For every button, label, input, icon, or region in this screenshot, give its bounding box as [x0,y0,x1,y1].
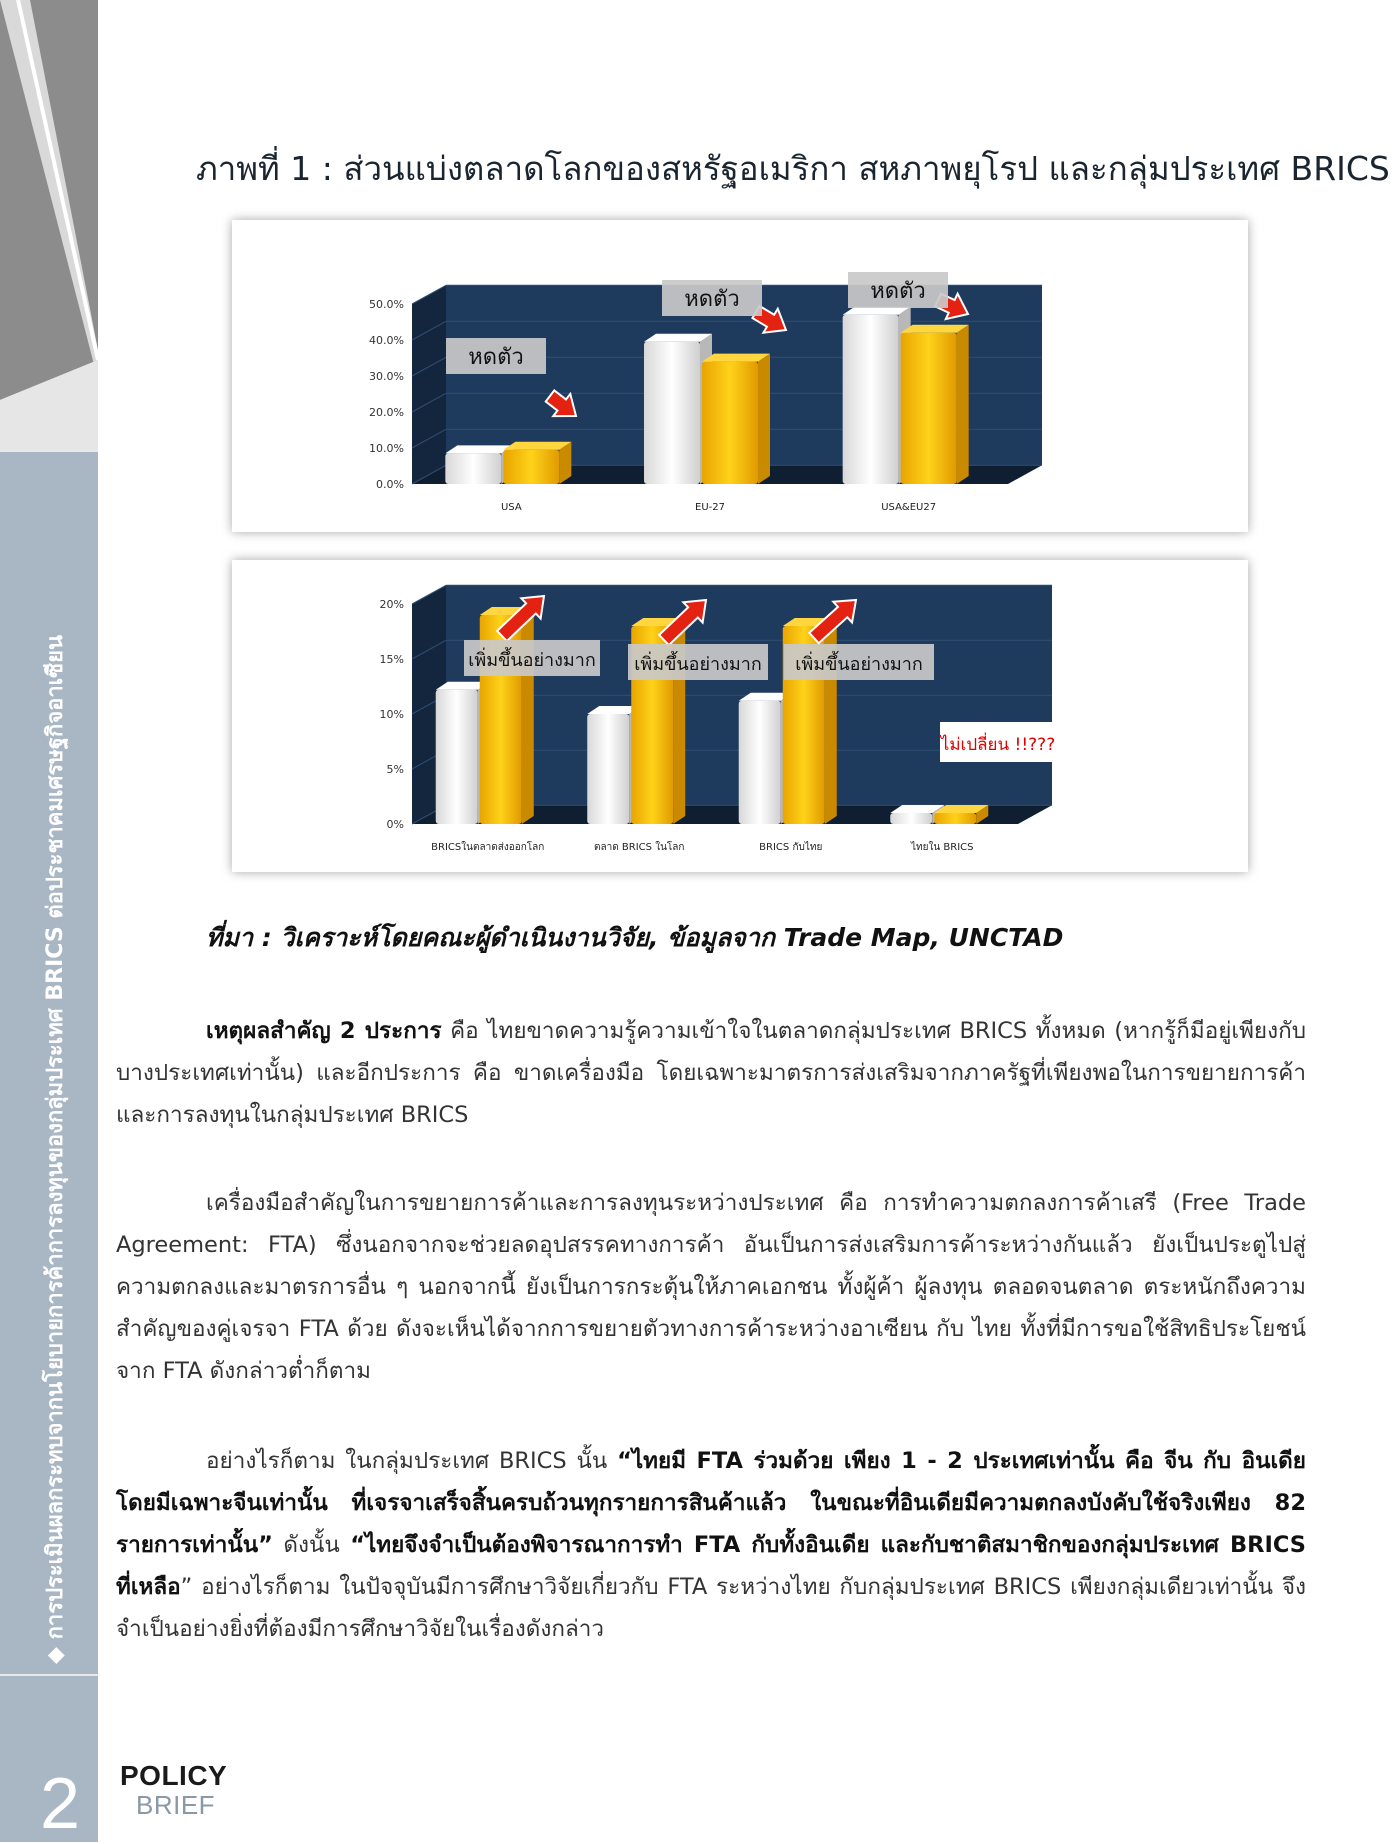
bar [934,813,976,824]
y-tick-label: 20.0% [369,406,404,419]
p3-bold-d: “ไทยจึงจำเป็นต้องพิจารณาการทำ FTA กับทั้งอินเดีย และกับชาติสมาชิกของกลุ่มประเทศ BRICS ที่เหลือ [116,1532,1306,1600]
y-tick-label: 5% [386,763,404,776]
p2-text: เครื่องมือสำคัญในการขยายการค้าและการลงทุนระหว่างประเทศ คือ การทำความตกลงการค้าเสรี (Free Trade Agreement: FTA) ซึ่งนอกจากจะช่วยลดอุปสรรคทางการค้า อันเป็นการส่งเสริมการค้าระหว่างกันแล้ว ยังเป็นประตูไปสู่ความตกลงและมาตรการอื่น ๆ นอกจากนี้ ยังเป็นการกระตุ้นให้ภาคเอกชน ทั้งผู้ค้า ผู้ลงทุน ตลอดจนตลาด ตระหนักถึงความสำคัญของคู่เจรจา FTA ด้วย ดังจะเห็นได้จากการขยายตัวทางการค้าระหว่างอาเซียน กับ ไทย ทั้งที่มีการขอใช้สิทธิประโยชน์จาก FTA ดังกล่าวต่ำก็ตาม [116,1190,1306,1384]
bar [436,690,478,824]
y-tick-label: 50.0% [369,298,404,311]
paragraph-2 [116,1182,1306,1392]
bar [503,450,559,484]
figure-source: ที่มา : วิเคราะห์โดยคณะผู้ดำเนินงานวิจัย, ข้อมูลจาก Trade Map, UNCTAD [206,923,1064,952]
bar-side [758,354,770,484]
x-tick-label: ไทยใน BRICS [911,842,974,853]
sidebar [0,0,98,1842]
chart-side-wall [412,285,446,484]
bar [445,453,501,484]
y-tick-label: 10% [379,708,404,721]
sidebar-decoration [0,0,98,450]
y-tick-label: 0.0% [376,478,404,491]
bar [901,333,957,484]
p3-bold-b: “ไทยมี FTA ร่วมด้วย เพียง 1 - 2 ประเทศเท่านั้น คือ จีน กับ อินเดีย โดยมีเฉพาะจีนเท่านั้น ที่เจรจาเสร็จสิ้นครบถ้วนทุกรายการสินค้าแล้ว ในขณะที่อินเดียมีความตกลงบังคับใช้จริงเพียง 82 รายการเท่านั้น” [116,1448,1306,1558]
x-tick-label: BRICSในตลาดส่งออกโลก [431,842,545,853]
bar-side [522,607,534,824]
annotation-label: หดตัว [684,286,740,312]
p1-text: คือ ไทยขาดความรู้ความเข้าใจในตลาดกลุ่มประเทศ BRICS ทั้งหมด (หากรู้ก็มีอยู่เพียงกับบางประเทศเท่านั้น) และอีกประการ คือ ขาดเครื่องมือ โดยเฉพาะมาตรการส่งเสริมจากภาครัฐที่เพียงพอในการขยายการค้าและการลงทุนในกลุ่มประเทศ BRICS [116,1018,1306,1128]
x-tick-label: ตลาด BRICS ในโลก [594,842,685,853]
chart-2 [232,560,1248,872]
p3-text-a: อย่างไรก็ตาม ในกลุ่มประเทศ BRICS นั้น [206,1448,618,1474]
chart-1 [232,220,1248,532]
paragraph-3 [116,1440,1306,1650]
x-tick-label: BRICS กับไทย [759,842,823,853]
x-tick-label: USA [500,502,522,513]
p3-text-e: ” อย่างไรก็ตาม ในปัจจุบันมีการศึกษาวิจัยเกี่ยวกับ FTA ระหว่างไทย กับกลุ่มประเทศ BRICS เพียงกลุ่มเดียวเท่านั้น จึงจำเป็นอย่างยิ่งที่ต้องมีการศึกษาวิจัยในเรื่องดังกล่าว [116,1574,1306,1642]
x-tick-label: USA&EU27 [881,502,937,513]
p3-text-c: ดังนั้น [272,1532,351,1558]
bar [739,701,781,824]
x-tick-label: EU-27 [695,502,725,513]
sidebar-vertical-title [0,452,98,1674]
y-tick-label: 10.0% [369,442,404,455]
chart-1-container [232,220,1248,532]
brief-label: BRIEF [136,1790,216,1820]
annotation-label: เพิ่มขึ้นอย่างมาก [795,653,923,675]
annotation-label: เพิ่มขึ้นอย่างมาก [634,653,762,675]
bar-top [445,445,513,453]
annotation-label: ไม่เปลี่ยน !!??? [940,735,1056,755]
annotation-label: หดตัว [870,278,926,304]
policy-label: POLICY [120,1760,228,1791]
annotation-label: เพิ่มขึ้นอย่างมาก [468,649,596,671]
bar [702,362,758,484]
sidebar-title-text: ◆ การประเมินผลกระทบจากนโยบายการค้าการลงทุนของกลุ่มประเทศ BRICS ต่อประชาคมเศรษฐกิจอาเซียน [43,634,68,1664]
y-tick-label: 0% [386,818,404,831]
figure-title: ภาพที่ 1 : ส่วนแบ่งตลาดโลกของสหรัฐอเมริกา สหภาพยุโรป และกลุ่มประเทศ BRICS [196,149,1390,188]
bar [587,714,629,824]
bar-top [702,354,770,362]
bar [843,315,899,484]
y-tick-label: 20% [379,598,404,611]
annotation-label: หดตัว [468,344,524,370]
p1-bold: เหตุผลสำคัญ 2 ประการ [206,1018,442,1044]
bar-side [957,325,969,484]
chart-2-container [232,560,1248,872]
page-number: 2 [40,1764,81,1844]
paragraph-1 [116,1010,1306,1136]
y-tick-label: 40.0% [369,334,404,347]
y-tick-label: 15% [379,653,404,666]
bar-top [644,334,712,342]
bar-top [901,325,969,333]
bar [644,342,700,484]
y-tick-label: 30.0% [369,370,404,383]
bar [890,813,932,824]
